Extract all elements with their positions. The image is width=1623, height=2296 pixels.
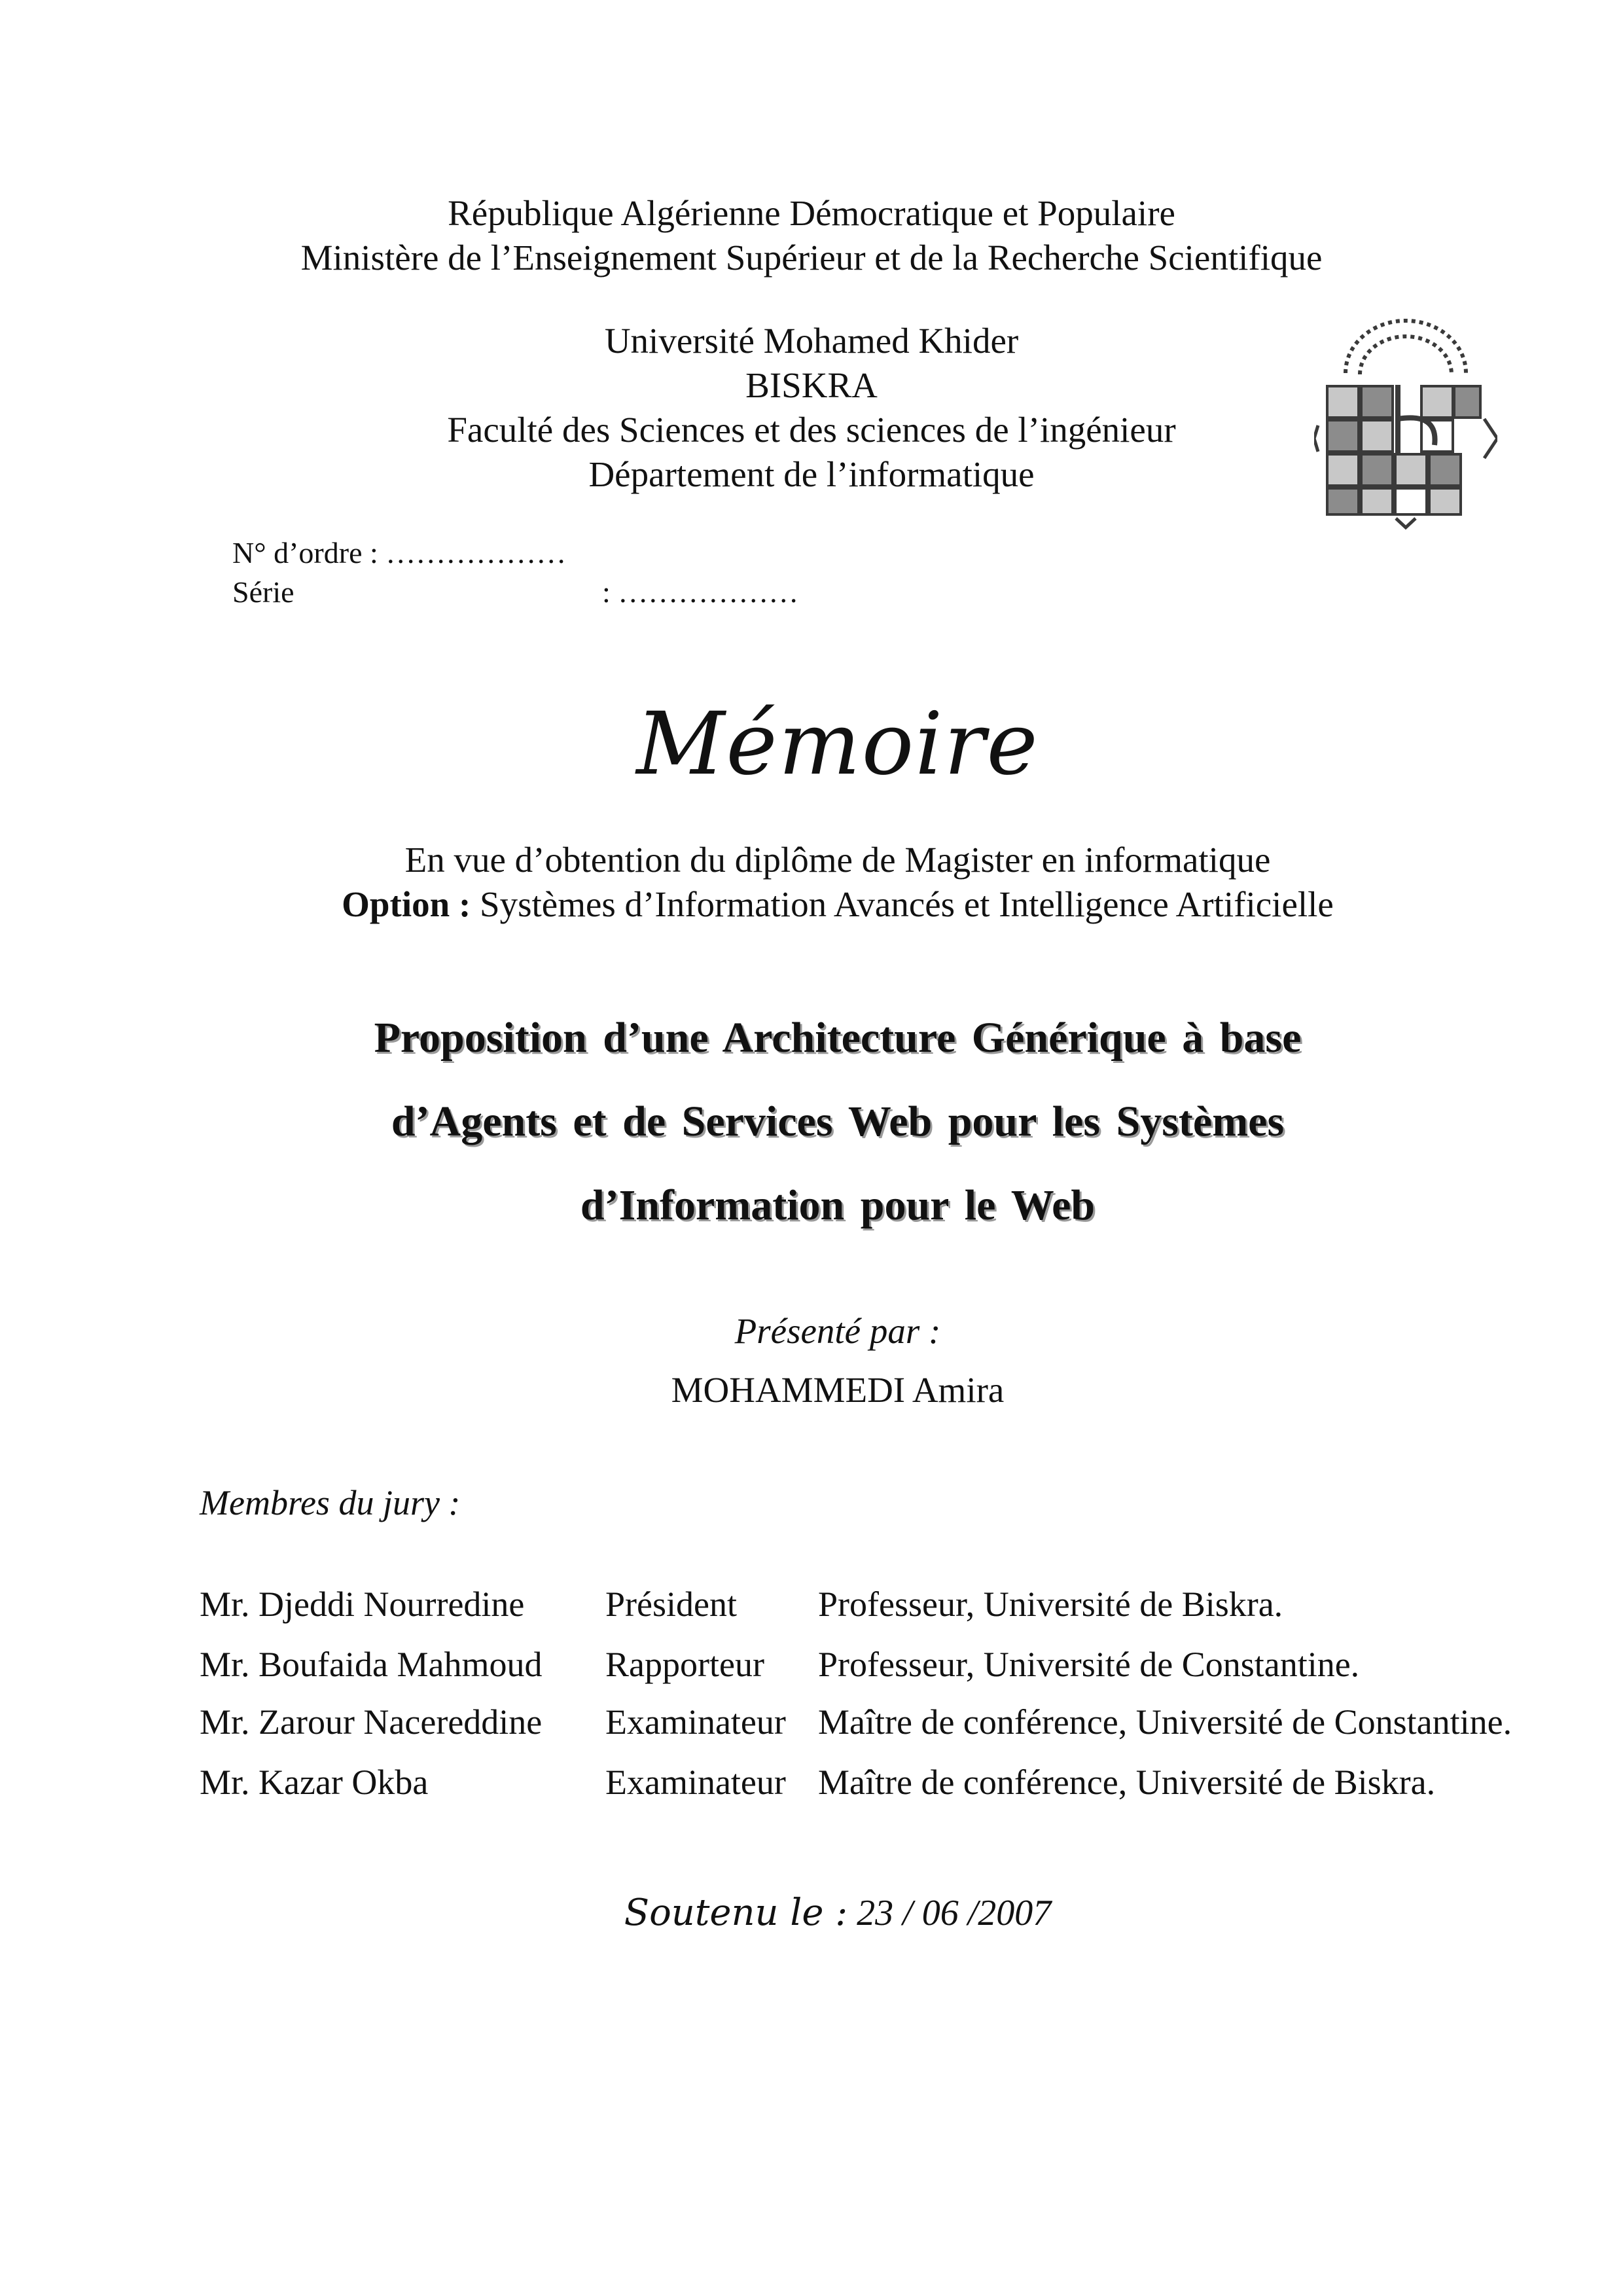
jury-member-name: Mr. Boufaida Mahmoud xyxy=(200,1645,543,1684)
option-label: Option : xyxy=(342,884,471,924)
thesis-title-line-2: d’Agents et de Services Web pour les Systèmes xyxy=(391,1098,1285,1145)
jury-member-rank: Professeur, Université de Constantine. xyxy=(818,1645,1360,1684)
document-type-title: Mémoire xyxy=(636,694,1039,795)
republic-line: République Algérienne Démocratique et Populaire xyxy=(448,193,1175,233)
jury-label: Membres du jury : xyxy=(200,1483,461,1522)
degree-line: En vue d’obtention du diplôme de Magister en informatique xyxy=(404,840,1271,880)
jury-member-name: Mr. Zarour Nacereddine xyxy=(200,1702,543,1742)
thesis-title-line-1: Proposition d’une Architecture Générique à base xyxy=(374,1014,1302,1062)
ministry-line: Ministère de l’Enseignement Supérieur et de la Recherche Scientifique xyxy=(300,238,1323,278)
university-name: Université Mohamed Khider xyxy=(604,321,1019,361)
serie-label: Série xyxy=(232,575,294,609)
presented-block xyxy=(0,1309,1623,1412)
order-number xyxy=(232,535,566,570)
faculty-name: Faculté des Sciences et des sciences de l’ingénieur xyxy=(447,410,1176,450)
jury-member-name: Mr. Djeddi Nourredine xyxy=(200,1585,525,1624)
department-name: Département de l’informatique xyxy=(588,454,1035,494)
option-value: Systèmes d’Information Avancés et Intelligence Artificielle xyxy=(480,884,1334,924)
jury-member-name: Mr. Kazar Okba xyxy=(200,1763,429,1802)
option-line xyxy=(0,882,1623,927)
institution-header xyxy=(0,191,1623,280)
jury-member-role: Examinateur xyxy=(605,1702,786,1742)
jury-member-role: Président xyxy=(605,1585,737,1624)
order-value: ……………… xyxy=(385,536,567,569)
jury-member-rank: Maître de conférence, Université de Constantine. xyxy=(818,1702,1512,1742)
jury-member-rank: Professeur, Université de Biskra. xyxy=(818,1585,1283,1624)
author-name: MOHAMMEDI Amira xyxy=(671,1370,1005,1410)
jury-member-rank: Maître de conférence, Université de Biskra. xyxy=(818,1763,1436,1802)
degree-block xyxy=(0,838,1623,927)
jury-member-role: Rapporteur xyxy=(605,1645,764,1684)
order-label: N° d’ordre : xyxy=(232,536,378,569)
thesis-title-line-3: d’Information pour le Web xyxy=(580,1181,1096,1229)
defense-date-line xyxy=(0,1892,1623,1934)
defense-date: 23 / 06 /2007 xyxy=(857,1893,1052,1933)
presented-label: Présenté par : xyxy=(734,1311,941,1351)
jury-member-role: Examinateur xyxy=(605,1763,786,1802)
serie-value: : ……………… xyxy=(602,575,799,609)
city-name: BISKRA xyxy=(745,365,878,405)
university-logo xyxy=(1314,314,1497,530)
defense-label: Soutenu le : xyxy=(624,1892,848,1934)
